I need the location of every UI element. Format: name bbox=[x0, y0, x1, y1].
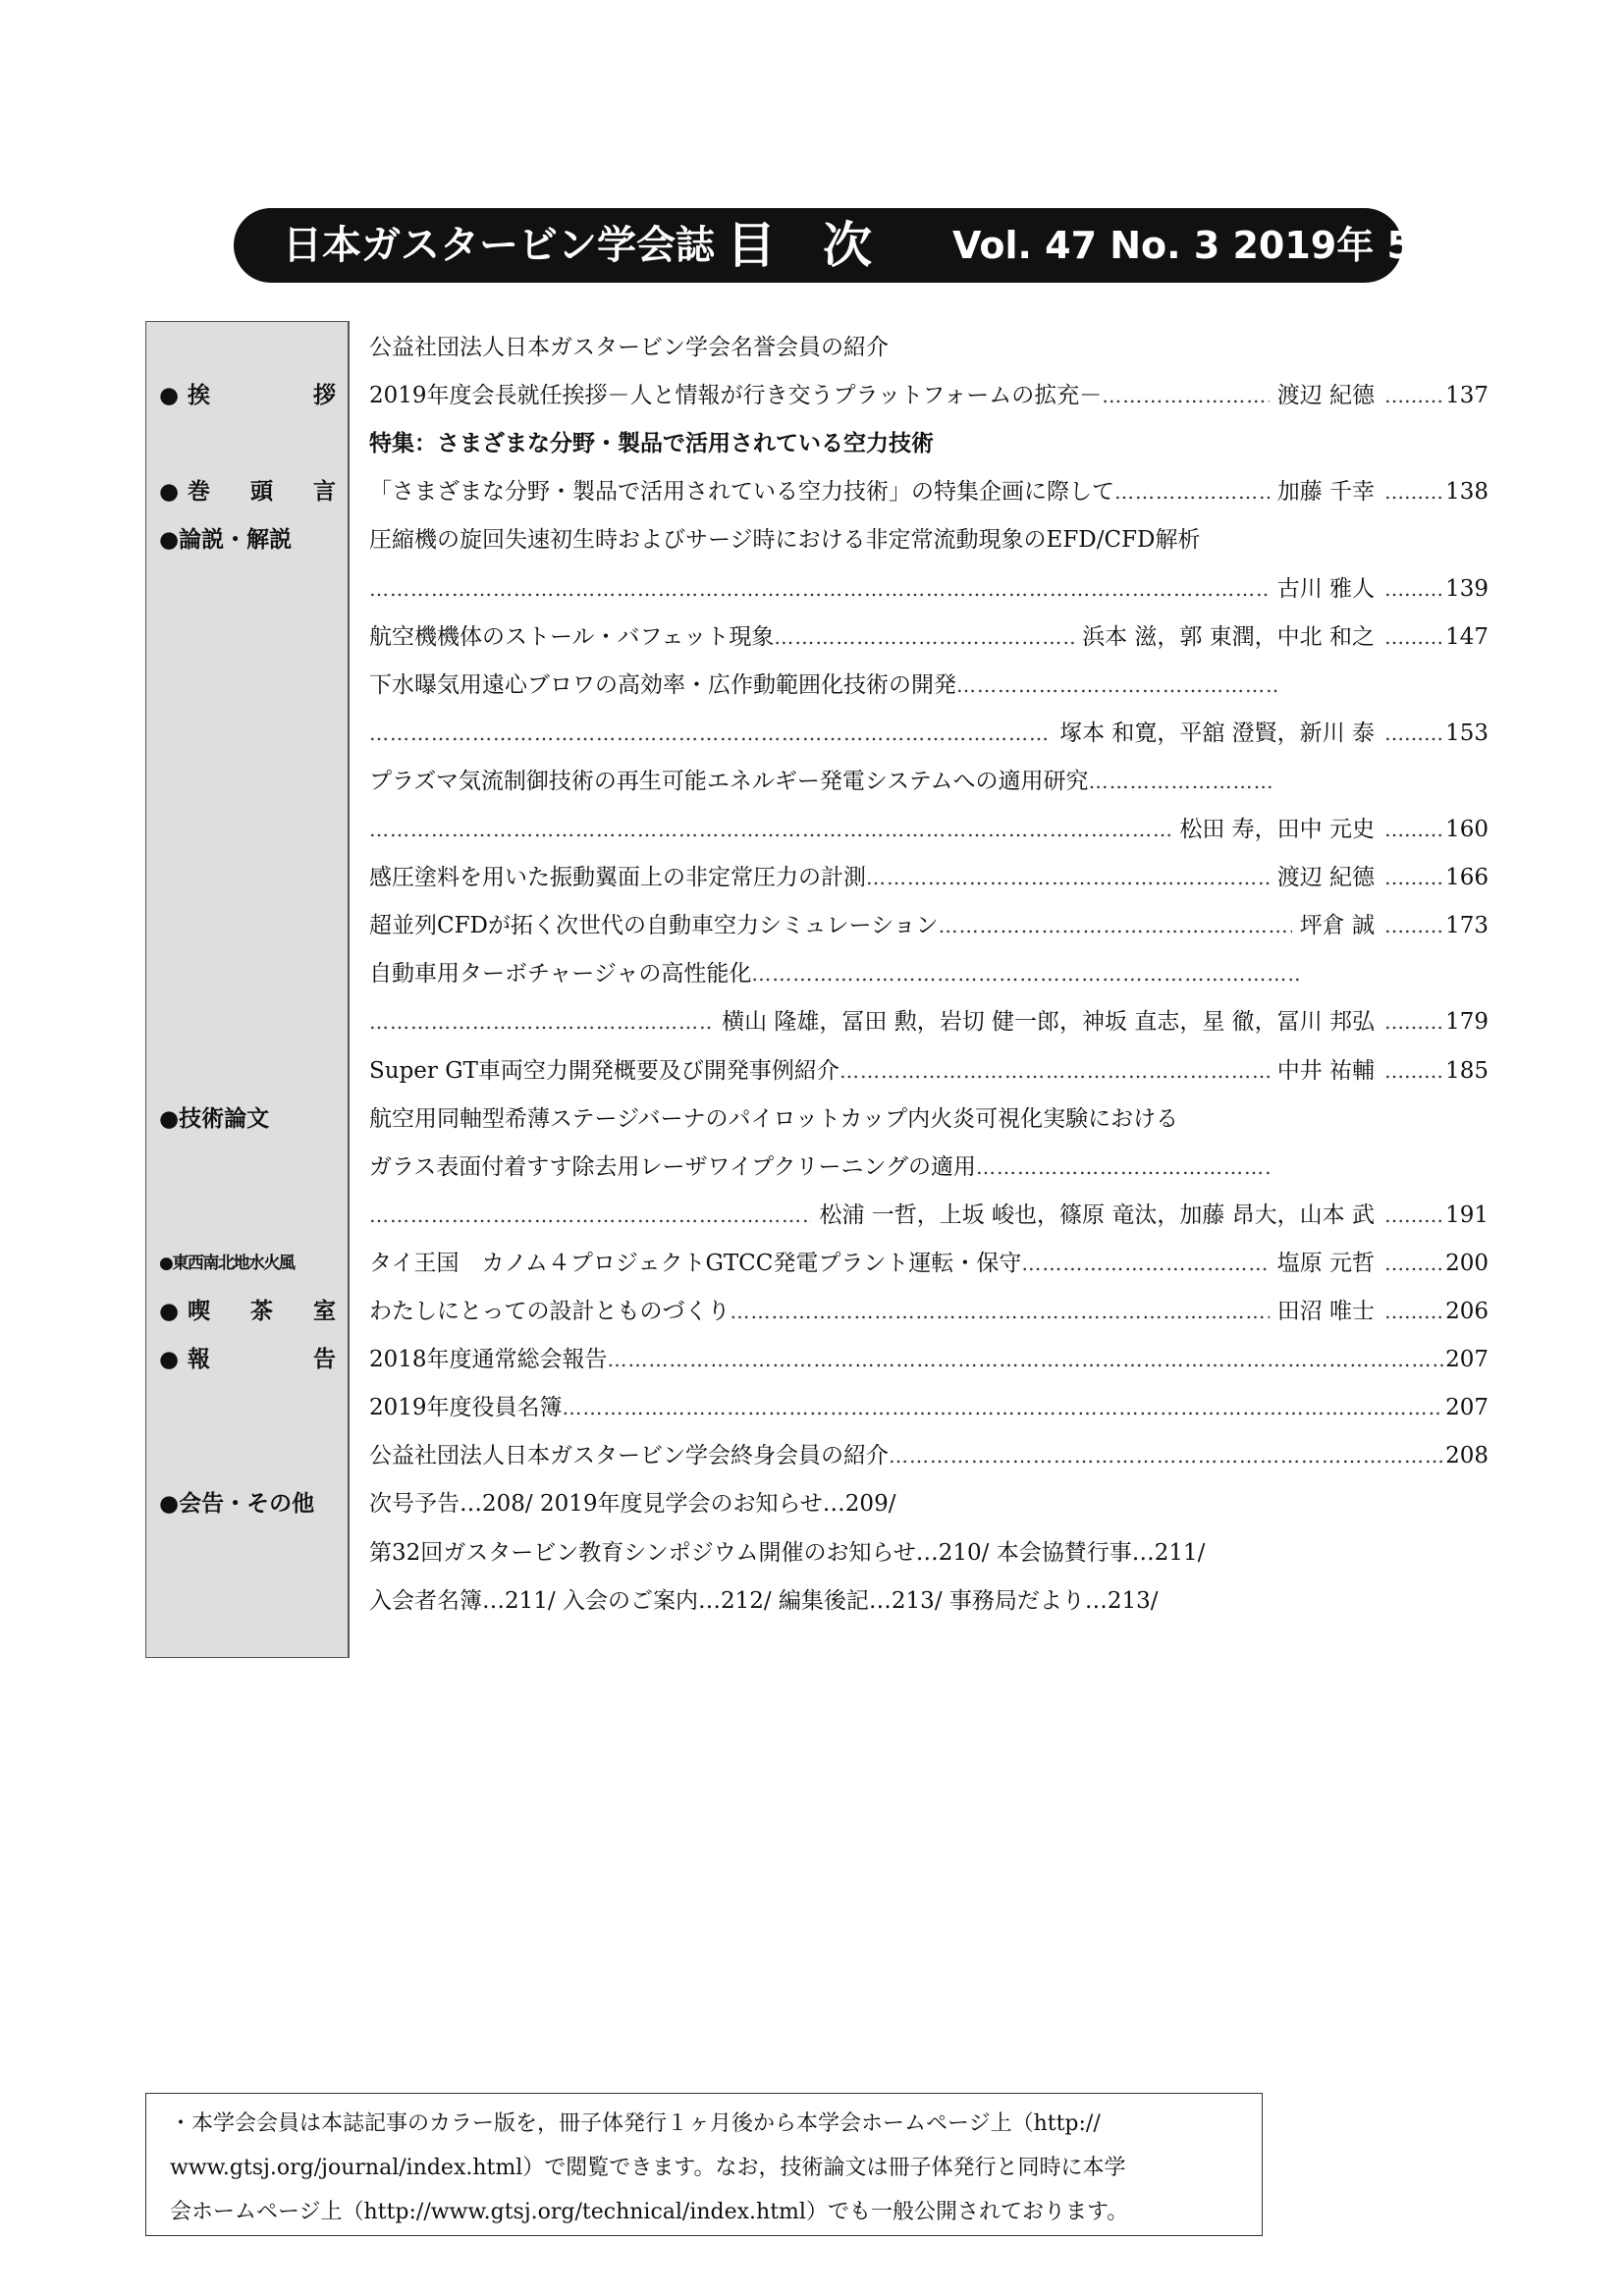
toc-entry bbox=[369, 810, 1489, 849]
toc-page-number: 200 bbox=[1445, 1250, 1489, 1276]
toc-row bbox=[145, 1388, 1489, 1427]
toc-title: 圧縮機の旋回失速初生時およびサージ時における非定常流動現象のEFD/CFD解析 bbox=[369, 527, 1201, 554]
toc-page-number: 160 bbox=[1445, 817, 1489, 842]
toc-row bbox=[145, 762, 1489, 801]
toc-entry bbox=[369, 1388, 1489, 1427]
toc-page-number: 206 bbox=[1445, 1299, 1489, 1324]
footnote-line: www.gtsj.org/journal/index.html）で閲覧できます。なお，技術論文は冊子体発行と同時に本学 bbox=[170, 2156, 1126, 2180]
toc-page-number: 179 bbox=[1445, 1009, 1489, 1036]
dot-leader: ……… bbox=[1384, 818, 1443, 841]
toc-row bbox=[145, 1533, 1489, 1573]
toc-page-number: 173 bbox=[1445, 913, 1489, 939]
toc-entry bbox=[369, 1099, 1489, 1139]
toc-author: 古川 雅人 bbox=[1276, 575, 1375, 602]
toc-section-label bbox=[159, 1533, 336, 1573]
dot-leader: ……… bbox=[1384, 624, 1443, 649]
toc-entry bbox=[369, 1196, 1489, 1235]
footnote-box bbox=[145, 2093, 1263, 2236]
toc-row bbox=[145, 1581, 1489, 1621]
toc-row bbox=[145, 810, 1489, 849]
toc-author: 渡辺 紀德 bbox=[1276, 865, 1375, 891]
toc-entry bbox=[369, 1292, 1489, 1331]
volume-info: Vol. 47 No. 3 2019年 5 月 bbox=[952, 224, 1464, 267]
dot-leader bbox=[563, 1388, 1443, 1427]
toc-title: 次号予告…208/ 2019年度見学会のお知らせ…209/ bbox=[369, 1491, 896, 1518]
toc-row bbox=[145, 1051, 1489, 1091]
toc-page-number: 138 bbox=[1445, 479, 1489, 506]
toc-author: 坪倉 誠 bbox=[1299, 913, 1375, 939]
toc-author: 松浦 一哲，上坂 峻也，篠原 竜汰，加藤 昂大，山本 武 bbox=[819, 1201, 1375, 1228]
toc-row bbox=[145, 714, 1489, 753]
toc-page-number: 166 bbox=[1445, 865, 1489, 891]
toc-author: 塩原 元哲 bbox=[1276, 1250, 1375, 1276]
toc-title: 公益社団法人日本ガスタービン学会名誉会員の紹介 bbox=[369, 335, 889, 360]
toc-title: タイ王国 カノム４プロジェクトGTCC発電プラント運転・保守 bbox=[369, 1250, 1022, 1276]
dot-leader bbox=[369, 1002, 714, 1041]
toc-entry bbox=[369, 858, 1489, 897]
dot-leader bbox=[939, 906, 1292, 945]
dot-leader bbox=[751, 954, 1301, 993]
toc-title: 下水曝気用遠心ブロワの高効率・広作動範囲化技術の開発 bbox=[369, 671, 956, 698]
toc-entry bbox=[369, 1244, 1489, 1283]
toc-entry bbox=[369, 520, 1489, 560]
journal-title-bar bbox=[234, 208, 1464, 283]
footnote-line: ・本学会会員は本誌記事のカラー版を，冊子体発行１ヶ月後から本学会ホームページ上（http:// bbox=[170, 2111, 1101, 2136]
toc-entry bbox=[369, 617, 1489, 657]
toc-entry bbox=[369, 328, 1489, 367]
toc-author: 田沼 唯士 bbox=[1276, 1299, 1375, 1324]
toc-author: 加藤 千幸 bbox=[1276, 479, 1375, 506]
toc-section-label bbox=[159, 762, 336, 801]
table-of-contents bbox=[145, 321, 1489, 1658]
toc-entry bbox=[369, 1436, 1489, 1475]
toc-row bbox=[145, 328, 1489, 367]
toc-entry bbox=[369, 954, 1489, 993]
dot-leader bbox=[369, 1196, 811, 1235]
dot-leader: ……… bbox=[1384, 1300, 1443, 1323]
toc-author: 横山 隆雄，冨田 勲，岩切 健一郎，神坂 直志，星 徹，冨川 邦弘 bbox=[722, 1009, 1375, 1036]
toc-entry bbox=[369, 714, 1489, 753]
toc-page-number: 185 bbox=[1445, 1057, 1489, 1084]
dot-leader bbox=[774, 617, 1074, 657]
toc-section-label bbox=[159, 1436, 336, 1475]
dot-leader bbox=[866, 858, 1270, 897]
dot-leader bbox=[731, 1292, 1270, 1331]
toc-title: ガラス表面付着すす除去用レーザワイプクリーニングの適用 bbox=[369, 1153, 977, 1180]
dot-leader: ……… bbox=[1384, 576, 1443, 601]
toc-row bbox=[145, 1244, 1489, 1283]
dot-leader bbox=[369, 714, 1052, 753]
toc-entry bbox=[369, 1484, 1489, 1523]
toc-row bbox=[145, 424, 1489, 463]
toc-title: 公益社団法人日本ガスタービン学会終身会員の紹介 bbox=[369, 1443, 889, 1469]
toc-section-label: ●東西南北地水火風 bbox=[159, 1253, 295, 1273]
toc-entry bbox=[369, 666, 1489, 705]
toc-section-label bbox=[159, 714, 336, 753]
toc-entry bbox=[369, 762, 1489, 801]
toc-page-number: 207 bbox=[1445, 1347, 1489, 1373]
toc-title: 「さまざまな分野・製品で活用されている空力技術」の特集企画に際して bbox=[369, 479, 1114, 506]
toc-section-label: ●技術論文 bbox=[159, 1105, 270, 1132]
journal-name: 日本ガスタービン学会誌 bbox=[283, 223, 715, 268]
dot-leader: ……… bbox=[1384, 1010, 1443, 1035]
dot-leader: ……… bbox=[1384, 1058, 1443, 1083]
toc-row bbox=[145, 858, 1489, 897]
toc-entry bbox=[369, 906, 1489, 945]
dot-leader: ……… bbox=[1384, 721, 1443, 745]
toc-row bbox=[145, 1002, 1489, 1041]
toc-title: プラズマ気流制御技術の再生可能エネルギー発電システムへの適用研究 bbox=[369, 768, 1089, 794]
toc-section-label: ●挨 拶 bbox=[159, 383, 336, 409]
toc-author: 浜本 滋，郭 東潤，中北 和之 bbox=[1082, 623, 1375, 650]
toc-title: 超並列CFDが拓く次世代の自動車空力シミュレーション bbox=[369, 913, 939, 939]
toc-section-label bbox=[159, 810, 336, 849]
dot-leader bbox=[839, 1051, 1270, 1091]
dot-leader bbox=[1102, 376, 1269, 415]
dot-leader bbox=[608, 1340, 1443, 1379]
toc-entry bbox=[369, 1581, 1489, 1621]
dot-leader: ……… bbox=[1384, 914, 1443, 938]
toc-author: 中井 祐輔 bbox=[1276, 1057, 1375, 1084]
dot-leader bbox=[369, 810, 1171, 849]
toc-row bbox=[145, 906, 1489, 945]
toc-entry bbox=[369, 376, 1489, 415]
toc-row bbox=[145, 1340, 1489, 1379]
toc-author: 渡辺 紀德 bbox=[1276, 383, 1375, 409]
dot-leader bbox=[369, 569, 1270, 609]
toc-row bbox=[145, 1099, 1489, 1139]
dot-leader: ……… bbox=[1384, 1202, 1443, 1227]
toc-entry bbox=[369, 1533, 1489, 1573]
toc-row bbox=[145, 666, 1489, 705]
toc-title: 2018年度通常総会報告 bbox=[369, 1347, 608, 1373]
contents-heading: 目次 bbox=[727, 217, 919, 274]
toc-section-label bbox=[159, 1002, 336, 1041]
toc-section-label bbox=[159, 666, 336, 705]
toc-section-label bbox=[159, 1196, 336, 1235]
toc-page-number: 153 bbox=[1445, 720, 1489, 746]
toc-title: 2019年度役員名簿 bbox=[369, 1395, 563, 1421]
toc-entry bbox=[369, 1051, 1489, 1091]
toc-section-label: ●喫 茶 室 bbox=[159, 1299, 336, 1324]
toc-row bbox=[145, 472, 1489, 511]
toc-page-number: 139 bbox=[1445, 575, 1489, 602]
footnote-line: 会ホームページ上（http://www.gtsj.org/technical/index.html）でも一般公開されております。 bbox=[170, 2200, 1129, 2224]
toc-row bbox=[145, 1484, 1489, 1523]
toc-row bbox=[145, 520, 1489, 560]
toc-section-label bbox=[159, 858, 336, 897]
toc-row bbox=[145, 1148, 1489, 1187]
toc-title: 航空機機体のストール・バフェット現象 bbox=[369, 623, 775, 650]
dot-leader: ……… bbox=[1384, 480, 1443, 505]
dot-leader: ……… bbox=[1384, 384, 1443, 408]
toc-row bbox=[145, 1292, 1489, 1331]
dot-leader bbox=[889, 1436, 1443, 1475]
dot-leader bbox=[956, 666, 1280, 705]
toc-row bbox=[145, 1196, 1489, 1235]
dot-leader: ……… bbox=[1384, 1251, 1443, 1275]
toc-page-number: 208 bbox=[1445, 1443, 1489, 1469]
toc-row bbox=[145, 1436, 1489, 1475]
toc-title: 航空用同軸型希薄ステージバーナのパイロットカップ内火炎可視化実験における bbox=[369, 1105, 1179, 1132]
toc-title: 第32回ガスタービン教育シンポジウム開催のお知らせ…210/ 本会協賛行事…211/ bbox=[369, 1539, 1206, 1566]
toc-section-label bbox=[159, 424, 336, 463]
toc-section-label: ●論説・解説 bbox=[159, 527, 293, 554]
toc-section-label bbox=[159, 328, 336, 367]
toc-title: わたしにとっての設計とものづくり bbox=[369, 1299, 731, 1324]
toc-title: Super GT車両空力開発概要及び開発事例紹介 bbox=[369, 1057, 839, 1084]
toc-entry bbox=[369, 1148, 1489, 1187]
toc-page-number: 137 bbox=[1445, 383, 1489, 409]
toc-entry bbox=[369, 569, 1489, 609]
toc-title: 感圧塗料を用いた振動翼面上の非定常圧力の計測 bbox=[369, 865, 866, 891]
toc-section-label bbox=[159, 1148, 336, 1187]
dot-leader bbox=[976, 1148, 1271, 1187]
toc-section-label bbox=[159, 1581, 336, 1621]
toc-section-label: ●巻 頭 言 bbox=[159, 479, 336, 506]
toc-title: 入会者名簿…211/ 入会のご案内…212/ 編集後記…213/ 事務局だより…213/ bbox=[369, 1587, 1159, 1614]
toc-row bbox=[145, 954, 1489, 993]
toc-section-label bbox=[159, 906, 336, 945]
toc-section-label bbox=[159, 1388, 336, 1427]
toc-author: 塚本 和寛，平舘 澄賢，新川 泰 bbox=[1059, 720, 1375, 746]
dot-leader bbox=[1021, 1244, 1269, 1283]
toc-section-label bbox=[159, 617, 336, 657]
dot-leader bbox=[1089, 762, 1275, 801]
toc-section-label bbox=[159, 1051, 336, 1091]
dot-leader bbox=[1114, 472, 1270, 511]
toc-row bbox=[145, 617, 1489, 657]
toc-page-number: 191 bbox=[1445, 1201, 1489, 1228]
toc-title: 特集：さまざまな分野・製品で活用されている空力技術 bbox=[369, 431, 934, 457]
toc-section-label bbox=[159, 954, 336, 993]
toc-page-number: 147 bbox=[1445, 623, 1489, 650]
toc-entry bbox=[369, 424, 1489, 463]
toc-author: 松田 寿，田中 元史 bbox=[1179, 817, 1375, 842]
toc-entry bbox=[369, 1340, 1489, 1379]
toc-section-label: ●会告・その他 bbox=[159, 1491, 315, 1518]
toc-section-label: ●報 告 bbox=[159, 1347, 336, 1373]
toc-entry bbox=[369, 472, 1489, 511]
toc-section-label bbox=[159, 569, 336, 609]
toc-title: 2019年度会長就任挨拶－人と情報が行き交うプラットフォームの拡充－ bbox=[369, 383, 1103, 409]
toc-entry bbox=[369, 1002, 1489, 1041]
toc-row bbox=[145, 376, 1489, 415]
toc-title: 自動車用ターボチャージャの高性能化 bbox=[369, 961, 752, 988]
dot-leader: ……… bbox=[1384, 866, 1443, 890]
toc-row bbox=[145, 569, 1489, 609]
toc-page-number: 207 bbox=[1445, 1395, 1489, 1421]
